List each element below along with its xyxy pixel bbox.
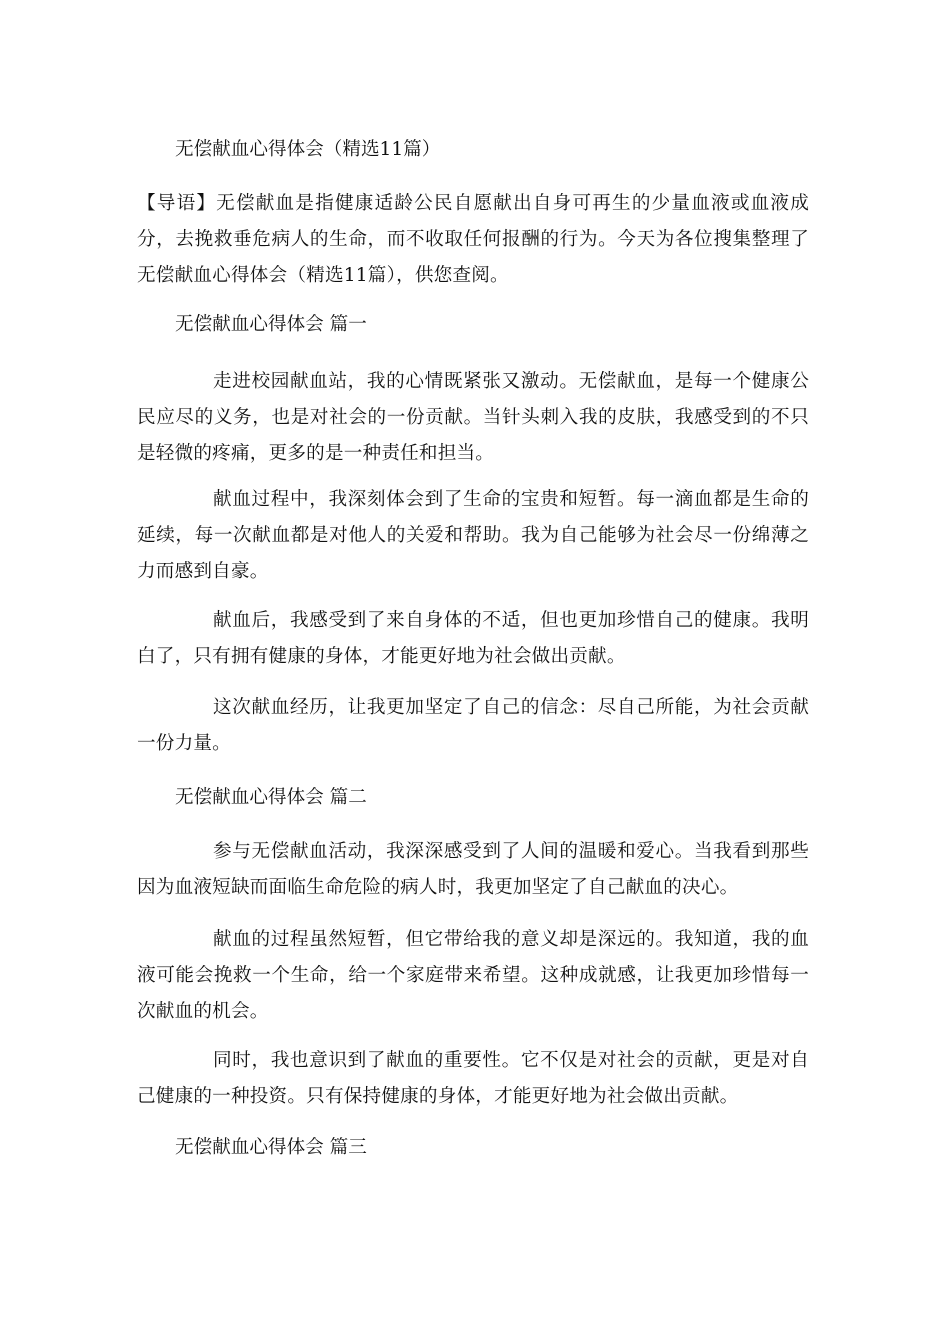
section-1-paragraph-3: 献血后，我感受到了来自身体的不适，但也更加珍惜自己的健康。我明白了，只有拥有健康的身体，才能更好地为社会做出贡献。 (137, 610, 809, 667)
section-2-paragraph-3: 同时，我也意识到了献血的重要性。它不仅是对社会的贡献，更是对自己健康的一种投资。只有保持健康的身体，才能更好地为社会做出贡献。 (137, 1050, 809, 1107)
document-title: 无偿献血心得体会（精选11篇） (175, 139, 441, 160)
section-1-paragraph-4: 这次献血经历，让我更加坚定了自己的信念：尽自己所能，为社会贡献一份力量。 (137, 697, 809, 754)
section-1-paragraph-2: 献血过程中，我深刻体会到了生命的宝贵和短暂。每一滴血都是生命的延续，每一次献血都是对他人的关爱和帮助。我为自己能够为社会尽一份绵薄之力而感到自豪。 (137, 489, 809, 582)
section-heading-3: 无偿献血心得体会 篇三 (175, 1137, 367, 1158)
section-2-paragraph-2: 献血的过程虽然短暂，但它带给我的意义却是深远的。我知道，我的血液可能会挽救一个生命，给一个家庭带来希望。这种成就感，让我更加珍惜每一次献血的机会。 (137, 929, 809, 1022)
section-heading-1: 无偿献血心得体会 篇一 (175, 314, 367, 335)
section-1-paragraph-1: 走进校园献血站，我的心情既紧张又激动。无偿献血，是每一个健康公民应尽的义务，也是对社会的一份贡献。当针头刺入我的皮肤，我感受到的不只是轻微的疼痛，更多的是一种责任和担当。 (137, 371, 809, 464)
section-heading-2: 无偿献血心得体会 篇二 (175, 787, 367, 808)
section-2-paragraph-1: 参与无偿献血活动，我深深感受到了人间的温暖和爱心。当我看到那些因为血液短缺而面临生命危险的病人时，我更加坚定了自己献血的决心。 (137, 841, 809, 898)
intro-paragraph: 【导语】无偿献血是指健康适龄公民自愿献出自身可再生的少量血液或血液成分，去挽救垂危病人的生命，而不收取任何报酬的行为。今天为各位搜集整理了无偿献血心得体会（精选11篇），供您查阅。 (137, 193, 809, 286)
